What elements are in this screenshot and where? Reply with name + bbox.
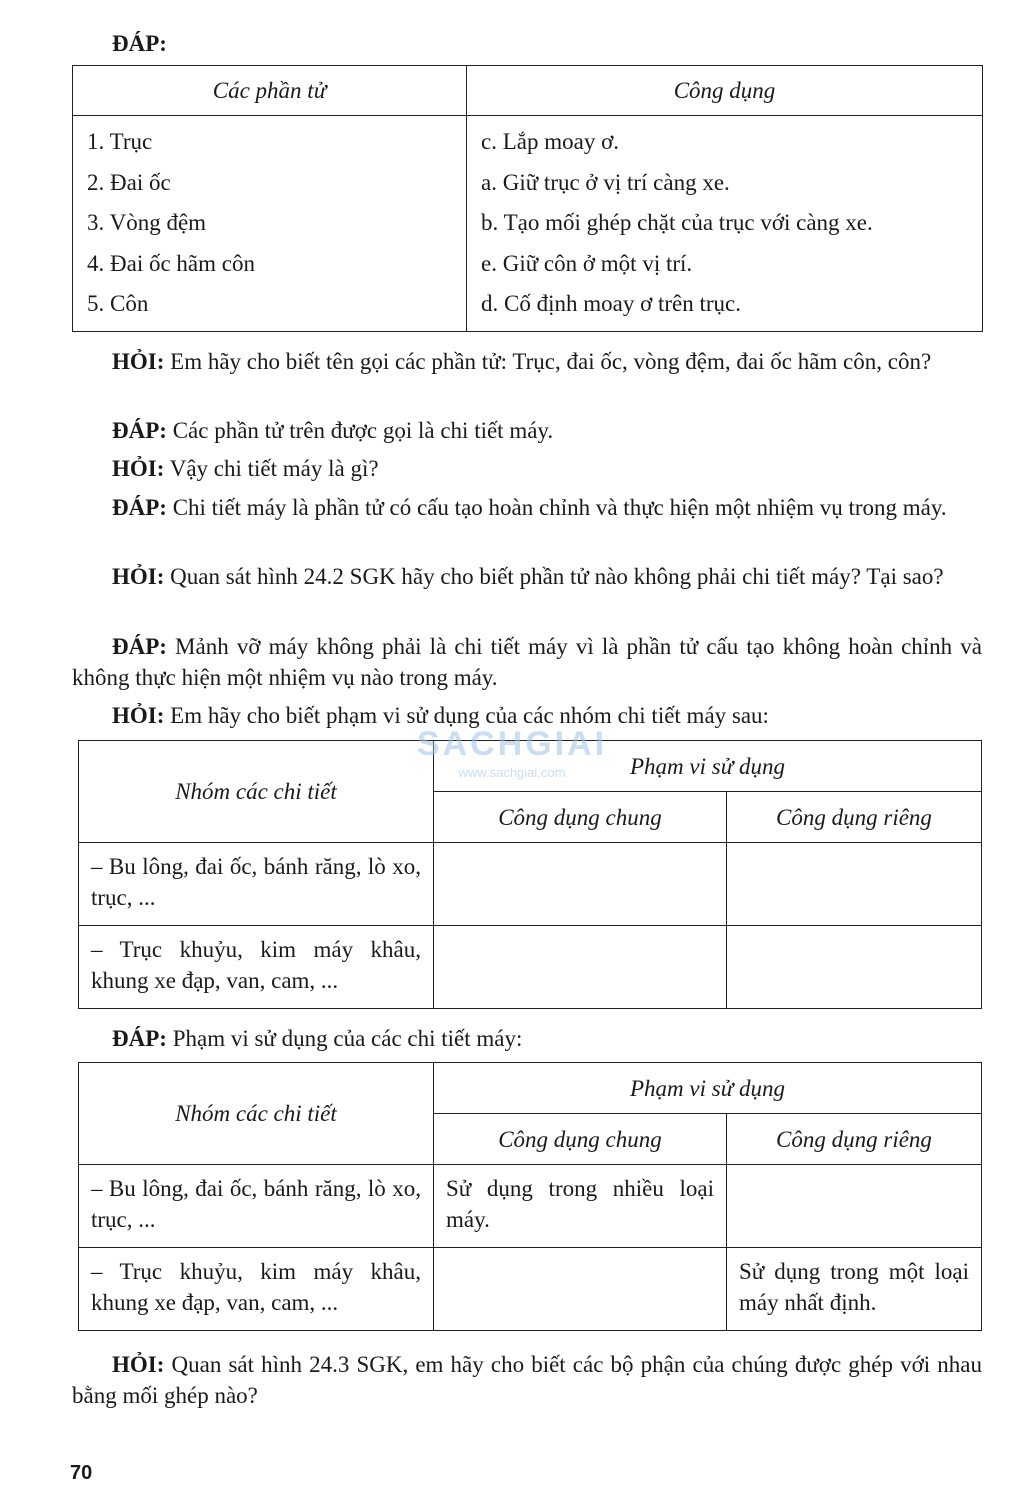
qa-paragraph — [72, 1349, 982, 1411]
watermark-brand: SACHGIAI — [416, 725, 608, 763]
parts-function-table — [72, 65, 983, 332]
table-cell: e. Giữ côn ở một vị trí. — [481, 250, 693, 276]
function-column — [467, 116, 983, 332]
table-cell: 1. Trục — [87, 129, 153, 154]
watermark-url: www.sachgiai.com — [458, 765, 566, 780]
table-header-scope: Phạm vi sử dụng — [434, 741, 982, 792]
table-header-group: Nhóm các chi tiết — [79, 1063, 434, 1165]
qa-paragraph — [72, 1023, 982, 1054]
paragraph-text: Quan sát hình 24.2 SGK hãy cho biết phần tử nào không phải chi tiết máy? Tại sao? — [164, 564, 944, 589]
table-cell-group: – Bu lông, đai ốc, bánh răng, lò xo, trục, ... — [79, 843, 434, 926]
question-label: HỎI: — [112, 1352, 165, 1377]
qa-paragraph — [72, 415, 982, 446]
table-cell: d. Cố định moay ơ trên trục. — [481, 291, 742, 316]
paragraph-text: Các phần tử trên được gọi là chi tiết máy. — [166, 418, 554, 443]
answer-label: ĐÁP: — [112, 495, 167, 520]
paragraph-text: Em hãy cho biết phạm vi sử dụng của các nhóm chi tiết máy sau: — [164, 703, 769, 728]
table-header-common: Công dụng chung — [434, 792, 727, 843]
question-label: HỎI: — [112, 349, 165, 374]
paragraph-text: Phạm vi sử dụng của các chi tiết máy: — [166, 1026, 523, 1051]
parts-column — [73, 116, 467, 332]
usage-scope-table-answer — [78, 1062, 982, 1331]
paragraph-text: Quan sát hình 24.3 SGK, em hãy cho biết các bộ phận của chúng được ghép với nhau bằng mối ghép nào? — [72, 1352, 982, 1408]
table-header-group: Nhóm các chi tiết — [79, 741, 434, 843]
watermark-logo — [412, 724, 612, 794]
table-cell: b. Tạo mối ghép chặt của trục với càng xe. — [481, 210, 873, 235]
paragraph-text: Em hãy cho biết tên gọi các phần tử: Trục, đai ốc, vòng đệm, đai ốc hãm côn, côn? — [164, 349, 932, 374]
table-header-function: Công dụng — [467, 66, 983, 116]
question-label: HỎI: — [112, 564, 165, 589]
answer-label: ĐÁP: — [112, 31, 167, 56]
table-cell: c. Lắp moay ơ. — [481, 129, 619, 154]
question-label: HỎI: — [112, 456, 165, 481]
table-cell: 4. Đai ốc hãm côn — [87, 250, 255, 276]
table-cell-specific — [727, 1165, 982, 1248]
answer-label: ĐÁP: — [112, 418, 167, 443]
paragraph-text: Mảnh vỡ máy không phải là chi tiết máy vì là phần tử cấu tạo không hoàn chỉnh và không thực hiện một nhiệm vụ nào trong máy. — [72, 634, 982, 690]
qa-paragraph — [72, 346, 982, 377]
table-header-common: Công dụng chung — [434, 1114, 727, 1165]
qa-paragraph — [72, 561, 982, 592]
qa-paragraph — [72, 631, 982, 693]
table-cell-group: – Trục khuỷu, kim máy khâu, khung xe đạp, van, cam, ... — [79, 926, 434, 1009]
qa-paragraph — [72, 492, 982, 523]
table-cell-common — [434, 1248, 727, 1331]
table-cell-specific — [727, 843, 982, 926]
table-header-specific: Công dụng riêng — [727, 1114, 982, 1165]
table-cell-common — [434, 843, 727, 926]
table-cell-common — [434, 926, 727, 1009]
table-header-scope: Phạm vi sử dụng — [434, 1063, 982, 1114]
table-cell-specific: Sử dụng trong một loại máy nhất định. — [727, 1248, 982, 1331]
question-label: HỎI: — [112, 703, 165, 728]
paragraph-text: Vậy chi tiết máy là gì? — [164, 456, 379, 481]
answer-label: ĐÁP: — [112, 634, 167, 659]
qa-paragraph — [72, 453, 982, 484]
table-header-parts: Các phần tử — [73, 66, 467, 116]
table-cell-group: – Bu lông, đai ốc, bánh răng, lò xo, trục, ... — [79, 1165, 434, 1248]
paragraph-text: Chi tiết máy là phần tử có cấu tạo hoàn chỉnh và thực hiện một nhiệm vụ trong máy. — [166, 495, 947, 520]
table-cell: 5. Côn — [87, 291, 149, 316]
table-cell: a. Giữ trục ở vị trí càng xe. — [481, 169, 730, 195]
table-header-specific: Công dụng riêng — [727, 792, 982, 843]
page-number: 70 — [70, 1462, 93, 1484]
table-cell-group: – Trục khuỷu, kim máy khâu, khung xe đạp, van, cam, ... — [79, 1248, 434, 1331]
table-cell: 2. Đai ốc — [87, 169, 171, 195]
answer-label: ĐÁP: — [112, 1026, 167, 1051]
table-cell-common: Sử dụng trong nhiều loại máy. — [434, 1165, 727, 1248]
table-cell: 3. Vòng đệm — [87, 210, 207, 235]
table-cell-specific — [727, 926, 982, 1009]
